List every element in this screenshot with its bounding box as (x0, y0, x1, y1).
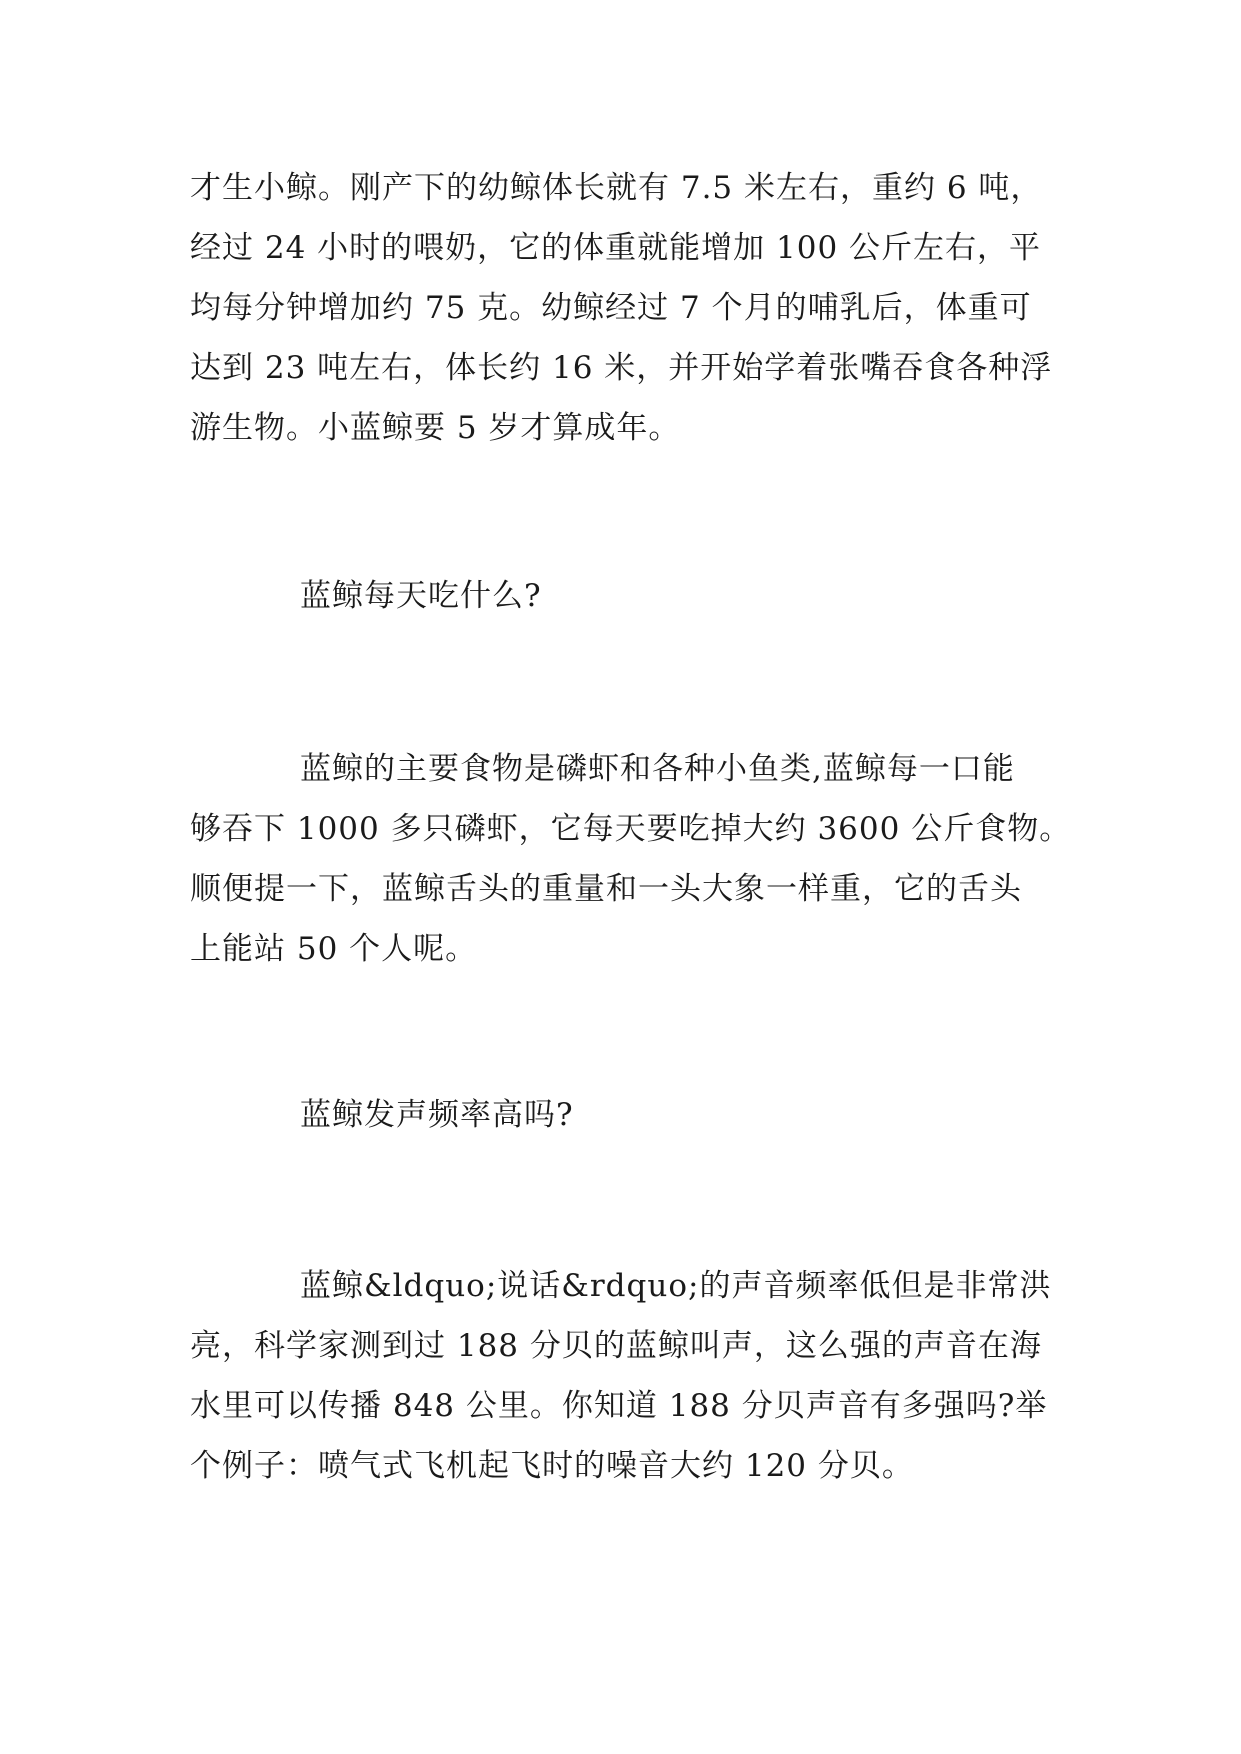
paragraph-line: 达到 23 吨左右，体长约 16 米，并开始学着张嘴吞食各种浮 (190, 350, 1053, 386)
paragraph-line: 经过 24 小时的喂奶，它的体重就能增加 100 公斤左右，平 (190, 230, 1042, 266)
paragraph-baby-blue-whale (190, 158, 1060, 458)
paragraph-diet (190, 739, 1072, 979)
section-heading-sound: 蓝鲸发声频率高吗? (300, 1097, 574, 1133)
paragraph-line: 个例子：喷气式飞机起飞时的噪音大约 120 分贝。 (190, 1448, 914, 1484)
paragraph-line: 均每分钟增加约 75 克。幼鲸经过 7 个月的哺乳后，体重可 (190, 290, 1032, 326)
paragraph-line: 蓝鲸&ldquo;说话&rdquo;的声音频率低但是非常洪 (300, 1268, 1052, 1304)
paragraph-line: 游生物。小蓝鲸要 5 岁才算成年。 (190, 410, 681, 446)
section-heading-diet: 蓝鲸每天吃什么? (300, 578, 542, 614)
paragraph-line: 蓝鲸的主要食物是磷虾和各种小鱼类,蓝鲸每一口能 (300, 751, 1015, 787)
paragraph-line: 顺便提一下，蓝鲸舌头的重量和一头大象一样重，它的舌头 (190, 871, 1022, 907)
paragraph-line: 才生小鲸。刚产下的幼鲸体长就有 7.5 米左右，重约 6 吨， (190, 170, 1043, 206)
paragraph-line: 水里可以传播 848 公里。你知道 188 分贝声音有多强吗?举 (190, 1388, 1048, 1424)
paragraph-line: 亮，科学家测到过 188 分贝的蓝鲸叫声，这么强的声音在海 (190, 1328, 1042, 1364)
paragraph-line: 够吞下 1000 多只磷虾，它每天要吃掉大约 3600 公斤食物。 (190, 811, 1072, 847)
paragraph-sound (190, 1256, 1060, 1496)
paragraph-line: 上能站 50 个人呢。 (190, 931, 478, 967)
